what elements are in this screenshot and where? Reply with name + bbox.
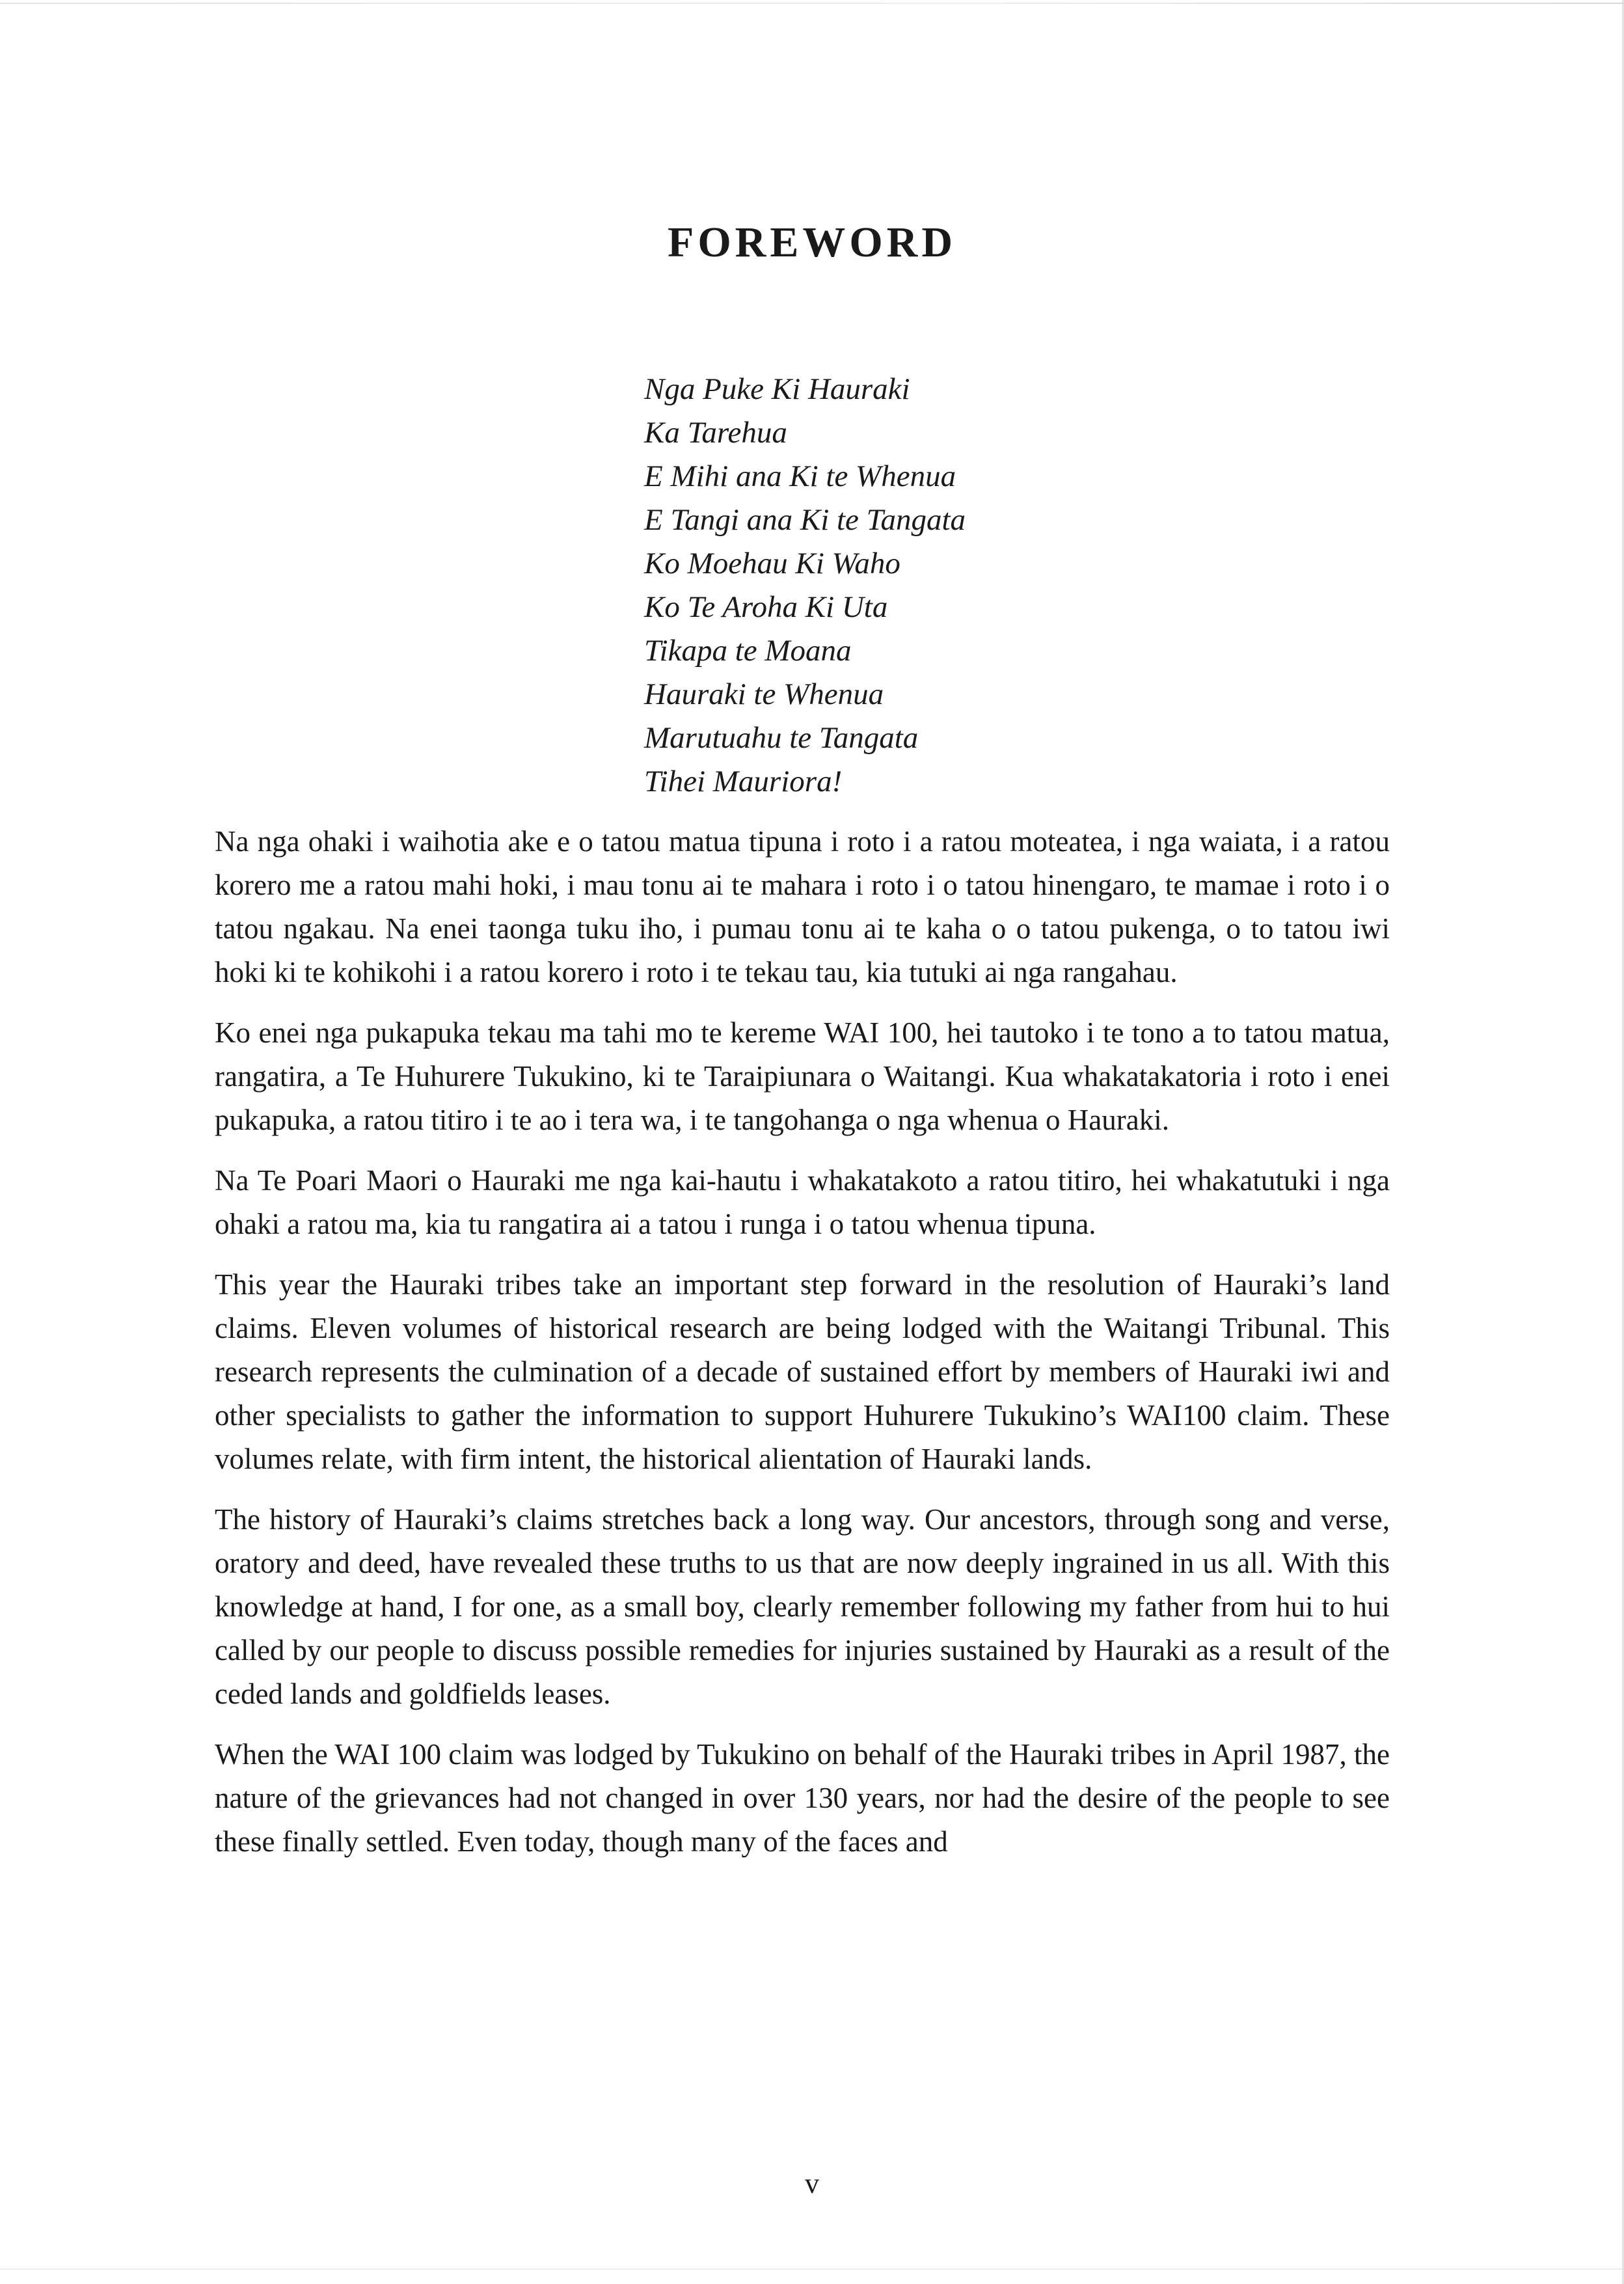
poem-line: Ko Te Aroha Ki Uta [644, 590, 888, 624]
poem-line: Nga Puke Ki Hauraki [644, 372, 910, 406]
paragraph: The history of Hauraki’s claims stretches back a long way. Our ancestors, through song and verse, oratory and deed, have revealed these truths to us that are now deeply ingrained in us all. With this knowledge at hand, I for one, as a small boy, clearly remember following my father from hui to hui called by our people to discuss possible remedies for injuries sustained by Hauraki as a result of the ceded lands and goldfields leases. [215, 1503, 1390, 1710]
poem-line: Hauraki te Whenua [644, 677, 884, 711]
paragraph: Ko enei nga pukapuka tekau ma tahi mo te kereme WAI 100, hei tautoko i te tono a to tatou matua, rangatira, a Te Huhurere Tukukino, ki te Taraipiunara o Waitangi. Kua whakatakatoria i roto i enei pukapuka, a ratou titiro i te ao i tera wa, i te tangohanga o nga whenua o Hauraki. [215, 1016, 1390, 1136]
poem-line: Marutuahu te Tangata [644, 721, 919, 755]
poem-line: E Tangi ana Ki te Tangata [644, 503, 966, 537]
poem-line: Tikapa te Moana [644, 634, 852, 668]
page-number: v [805, 2168, 819, 2199]
scan-edge-bottom [0, 2268, 1624, 2270]
poem-line: Tihei Mauriora! [644, 765, 843, 798]
poem-line: Ka Tarehua [644, 416, 787, 450]
paragraph: Na nga ohaki i waihotia ake e o tatou matua tipuna i roto i a ratou moteatea, i nga waiata, i a ratou korero me a ratou mahi hoki, i mau tonu ai te mahara i roto i o tatou hinengaro, te mamae i roto i o tatou ngakau. Na enei taonga tuku iho, i pumau tonu ai te kaha o o tatou pukenga, o to tatou iwi hoki ki te kohikohi i a ratou korero i roto i te tekau tau, kia tutuki ai nga rangahau. [215, 825, 1390, 988]
paragraph: When the WAI 100 claim was lodged by Tukukino on behalf of the Hauraki tribes in April 1987, the nature of the grievances had not changed in over 130 years, nor had the desire of the people to see these finally settled. Even today, though many of the faces and [215, 1738, 1390, 1858]
poem-line: Ko Moehau Ki Waho [644, 547, 900, 580]
poem-line: E Mihi ana Ki te Whenua [644, 459, 956, 493]
body-text [215, 820, 1390, 1881]
paragraph: Na Te Poari Maori o Hauraki me nga kai-hautu i whakatakoto a ratou titiro, hei whakatutuki i nga ohaki a ratou ma, kia tu rangatira ai a tatou i runga i o tatou whenua tipuna. [215, 1164, 1390, 1240]
scan-edge-top [0, 3, 1624, 4]
paragraph: This year the Hauraki tribes take an important step forward in the resolution of Hauraki’s land claims. Eleven volumes of historical research are being lodged with the Waitangi Tribunal. This research represents the culmination of a decade of sustained effort by members of Hauraki iwi and other specialists to gather the information to support Huhurere Tukukino’s WAI100 claim. These volumes relate, with firm intent, the historical alientation of Hauraki lands. [215, 1268, 1390, 1475]
poem [644, 368, 1360, 804]
page-title: FOREWORD [668, 219, 956, 266]
